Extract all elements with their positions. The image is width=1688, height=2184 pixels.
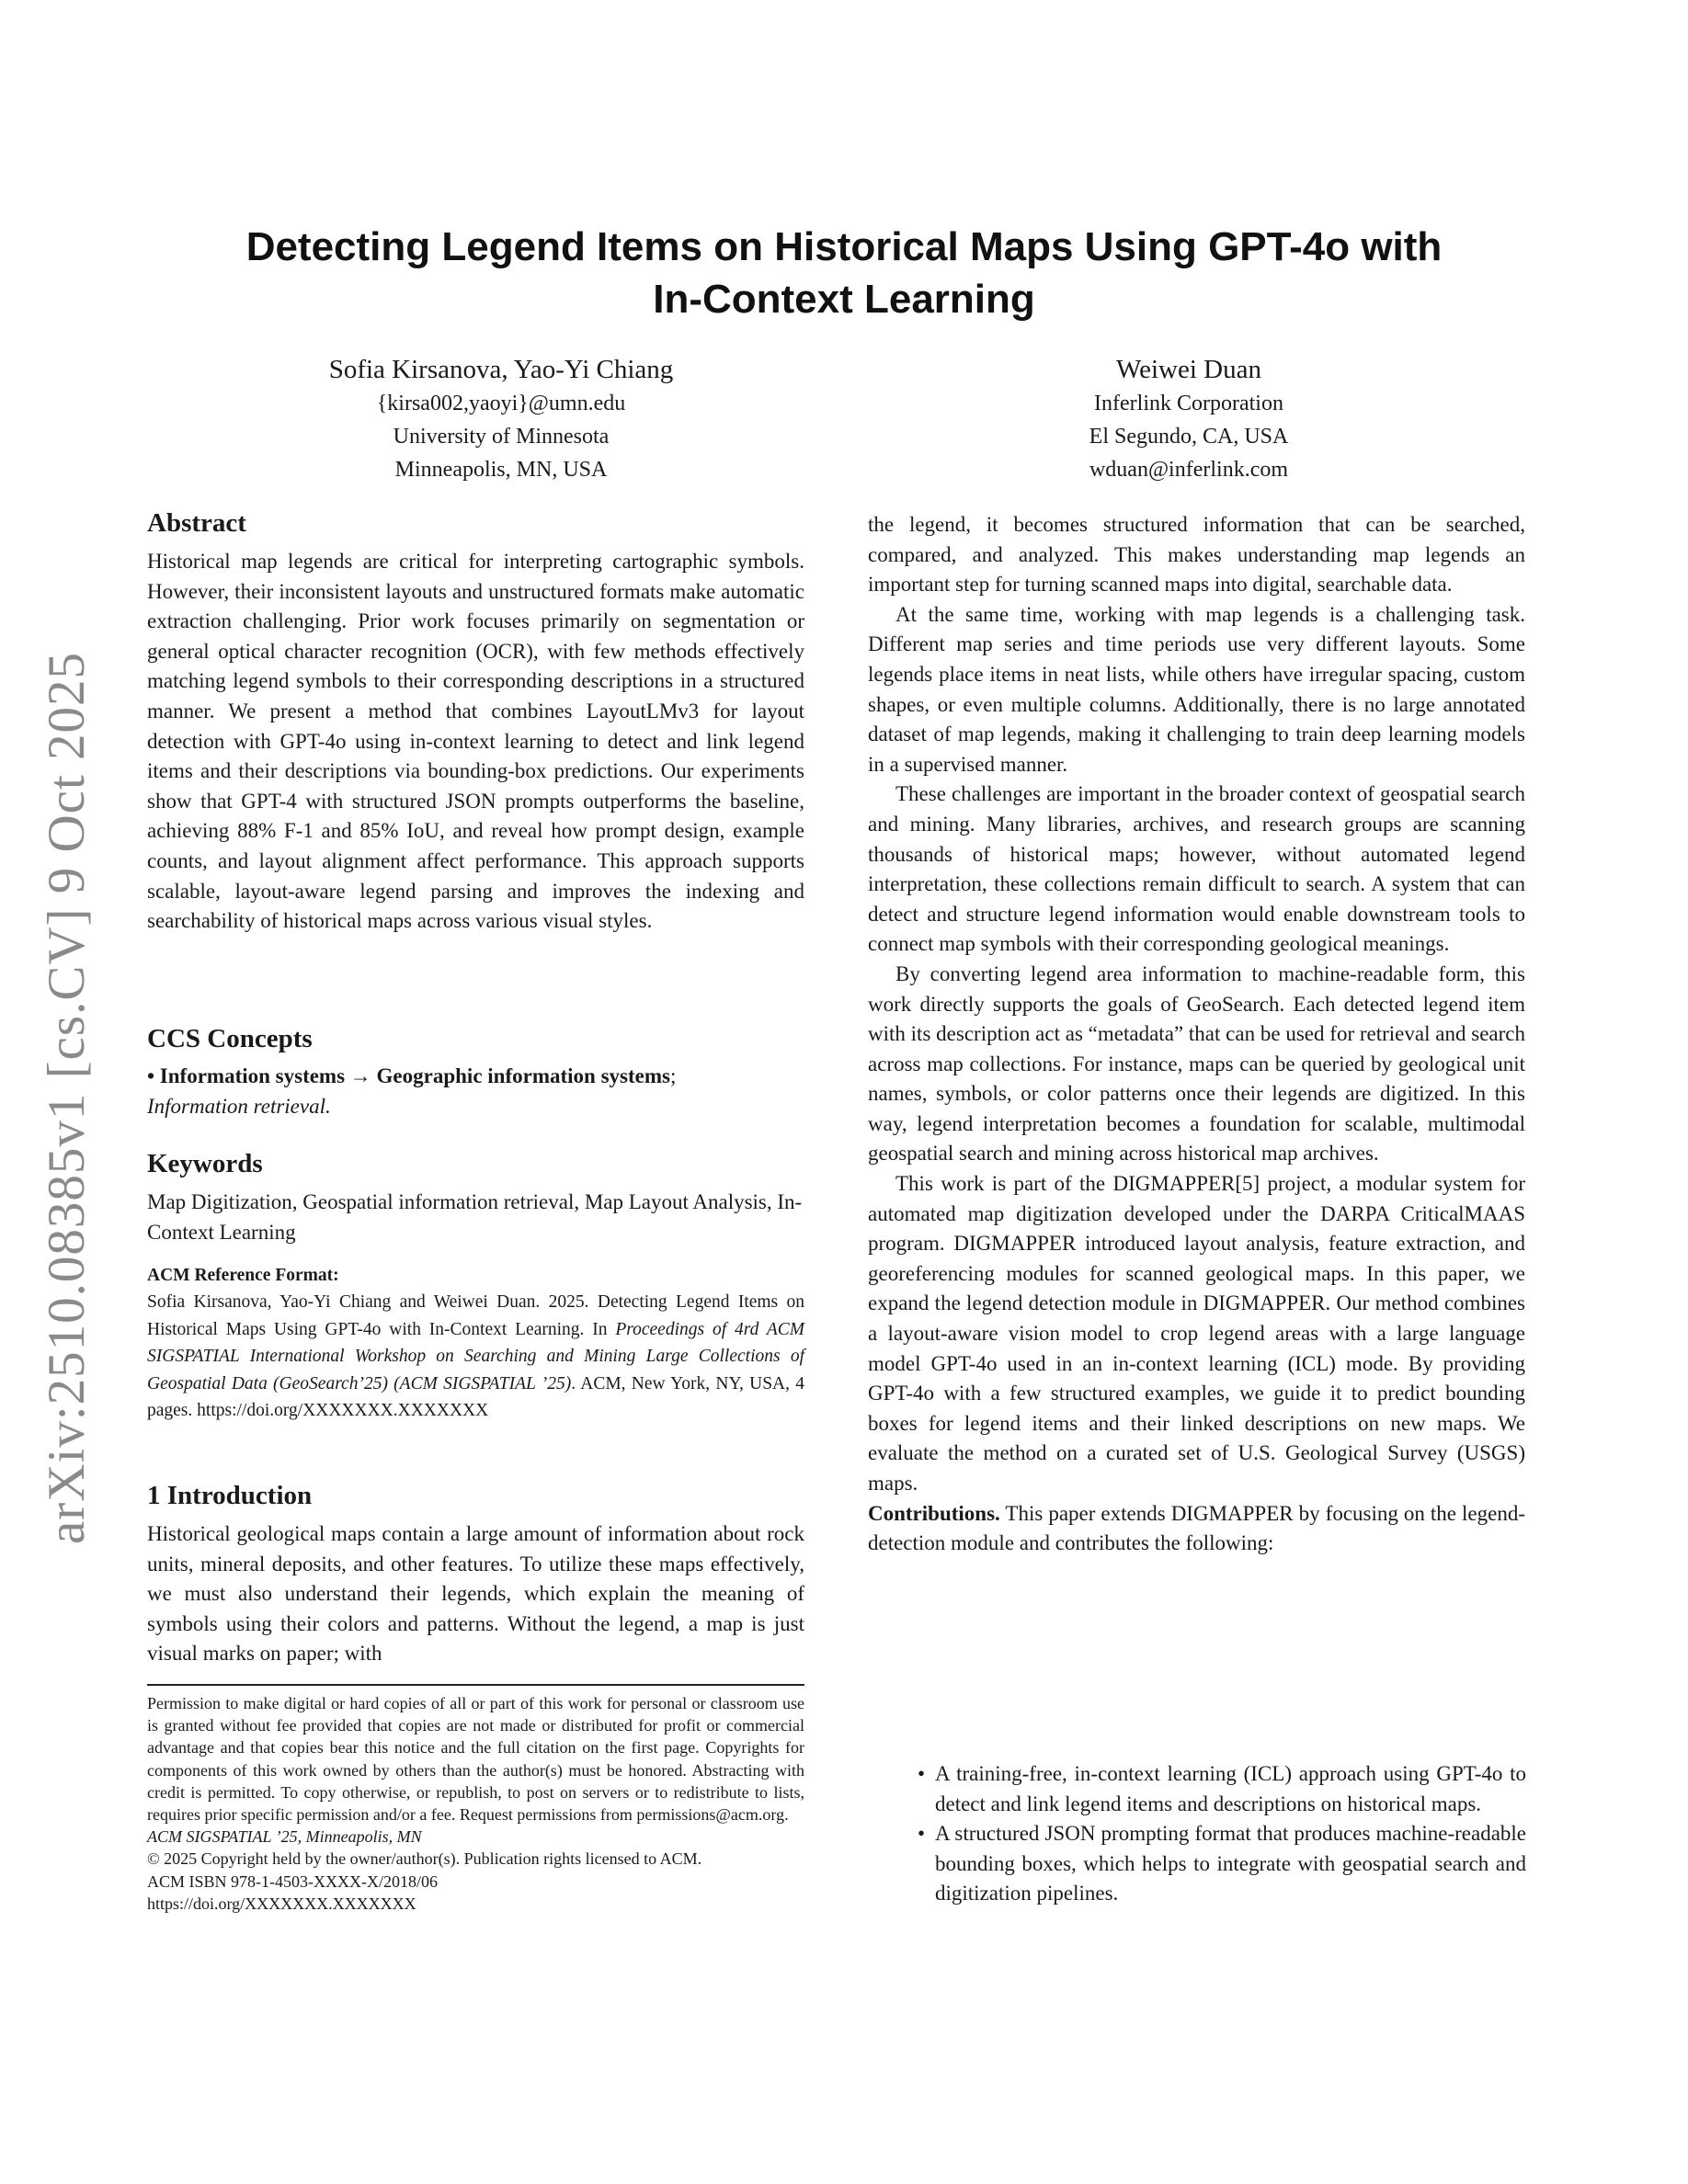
paper-title [0,221,1688,325]
contributions-paragraph [868,1499,1525,1559]
ccs-text [147,1062,804,1121]
title-line-1: Detecting Legend Items on Historical Maps Using GPT-4o with [245,224,1443,269]
paragraph: the legend, it becomes structured information that can be searched, compared, and analyzed. This makes understanding map legends an important step for turning scanned maps into digital, searchable data. [868,513,1525,597]
reference-venue: Proceedings of 4rd ACM SIGSPATIAL International Workshop on Searching and Mining Large Collections of Geospatial Data (GeoSearch’25) (ACM SIGSPATIAL ’25) [147,1319,804,1393]
contributions-label: Contributions. [868,1501,1000,1525]
conference-venue: ACM SIGSPATIAL ’25, Minneapolis, MN [147,1827,422,1847]
isbn: ACM ISBN 978-1-4503-XXXX-X/2018/06 [147,1871,438,1891]
author-email: {kirsa002,yaoyi}@umn.edu [376,392,626,415]
author-email: wduan@inferlink.com [1089,458,1289,482]
right-column-text [868,510,1525,1559]
introduction-text [147,1519,804,1669]
ccs-concept: • Information systems → Geographic information systems [147,1064,670,1087]
list-item [910,1819,1526,1909]
paragraph: This work is part of the DIGMAPPER[5] project, a modular system for automated map digitization developed under the DARPA CriticalMAAS program. DIGMAPPER introduced layout analysis, feature extraction, and georeferencing modules for scanned geological maps. In this paper, we expand the legend detection module in DIGMAPPER. Our method combines a layout-aware vision model to crop legend areas with a large language model GPT-4o used in an in-context learning (ICL) mode. By providing GPT-4o with a few structured examples, we guide it to predict bounding boxes for legend items and their linked descriptions on new maps. We evaluate the method on a curated set of U.S. Geological Survey (USGS) maps. [868,1172,1525,1495]
keywords-heading: Keywords [147,1149,263,1178]
abstract-text [147,547,804,937]
contributions-text: This paper extends DIGMAPPER by focusing on the legend-detection module and contributes the following: [868,1501,1525,1555]
reference-publisher: . ACM, New York, NY, USA, 4 pages. https://doi.org/XXXXXXX.XXXXXXX [147,1373,804,1421]
acm-reference-text [147,1289,804,1424]
author-affiliation: Inferlink Corporation [1094,392,1283,415]
bullet-text: A structured JSON prompting format that produces machine-readable bounding boxes, which helps to integrate with geospatial search and digitization pipelines. [935,1822,1526,1905]
permission-notice: Permission to make digital or hard copies of all or part of this work for personal or classroom use is granted without fee provided that copies are not made or distributed for profit or commercial advantage and that copies bear this notice and the full citation on the first page. Copyrights for components of this work owned by others than the author(s) must be honored. Abstracting with credit is permitted. To copy otherwise, or republish, to post on servers or to redistribute to lists, requires prior specific permission and/or a fee. Request permissions from permissions@acm.org. [147,1694,804,1825]
title-line-2: In-Context Learning [653,277,1035,322]
keywords-text: Map Digitization, Geospatial information retrieval, Map Layout Analysis, In-Context Learning [147,1190,803,1244]
abstract-heading: Abstract [147,508,246,538]
paragraph: These challenges are important in the broader context of geospatial search and mining. Many libraries, archives, and research groups are scanning thousands of historical maps; however, without automated legend interpretation, these collections remain difficult to search. A system that can detect and structure legend information would enable downstream tools to connect map symbols with their corresponding geological meanings. [868,782,1525,956]
ccs-heading: CCS Concepts [147,1024,313,1053]
arxiv-stamp: arXiv:2510.08385v1 [cs.CV] 9 Oct 2025 [38,651,96,1544]
ccs-separator: ; [669,1064,677,1087]
reference-authors: Sofia Kirsanova, Yao-Yi Chiang and Weiwei Duan. 2025. Detecting Legend Items on Historical Maps Using GPT-4o with In-Context Learning. In [147,1292,804,1339]
footnote-divider [147,1684,804,1686]
bullet-icon: • [918,1762,926,1785]
author-location: El Segundo, CA, USA [1089,425,1289,449]
author-names: Sofia Kirsanova, Yao-Yi Chiang [328,355,674,384]
ccs-concept-secondary: Information retrieval. [147,1094,331,1118]
author-location: Minneapolis, MN, USA [394,458,608,482]
abstract-paragraph: Historical map legends are critical for interpreting cartographic symbols. However, their inconsistent layouts and unstructured formats make automatic extraction challenging. Prior work focuses primarily on segmentation or general optical character recognition (OCR), with few methods effectively matching legend symbols to their corresponding descriptions in a structured manner. We present a method that combines LayoutLMv3 for layout detection with GPT-4o using in-context learning to detect and link legend items and their descriptions via bounding-box predictions. Our experiments show that GPT-4 with structured JSON prompts outperforms the baseline, achieving 88% F-1 and 85% IoU, and reveal how prompt design, example counts, and layout alignment affect performance. This approach supports scalable, layout-aware legend parsing and improves the indexing and searchability of historical maps across various visual styles. [147,550,804,933]
author-affiliation: University of Minnesota [393,425,610,449]
doi-link[interactable]: https://doi.org/XXXXXXX.XXXXXXX [147,1894,416,1913]
author-block-1 [179,352,823,486]
bullet-icon: • [918,1822,926,1846]
copyright-notice: © 2025 Copyright held by the owner/author(s). Publication rights licensed to ACM. [147,1849,702,1869]
paragraph: By converting legend area information to machine-readable form, this work directly supports the goals of GeoSearch. Each detected legend item with its description act as “metadata” that can be used for retrieval and search across map collections. For instance, maps can be queried by geological unit names, symbols, or color patterns once their legends are digitized. In this way, legend interpretation becomes a foundation for scalable, multimodal geospatial search and mining across historical map archives. [868,961,1525,1166]
bullet-text: A training-free, in-context learning (ICL) approach using GPT-4o to detect and link legend items and descriptions on historical maps. [935,1762,1526,1815]
acm-reference [147,1262,804,1424]
list-item [910,1759,1526,1819]
introduction-heading: 1 Introduction [147,1481,313,1510]
copyright-footnote [147,1692,804,1915]
acm-reference-heading: ACM Reference Format: [147,1266,339,1285]
author-block-2 [867,352,1511,486]
introduction-paragraph: Historical geological maps contain a large amount of information about rock units, mineral deposits, and other features. To utilize these maps effectively, we must also understand their legends, which explain the meaning of symbols using their colors and patterns. Without the legend, a map is just visual marks on paper; with [147,1522,804,1666]
author-names: Weiwei Duan [1116,355,1261,384]
contributions-list [910,1759,1526,1909]
paragraph: At the same time, working with map legends is a challenging task. Different map series and time periods use very different layouts. Some legends place items in neat lists, while others have irregular spacing, custom shapes, or even multiple columns. Additionally, there is no large annotated dataset of map legends, making it challenging to train deep learning models in a supervised manner. [868,602,1525,776]
